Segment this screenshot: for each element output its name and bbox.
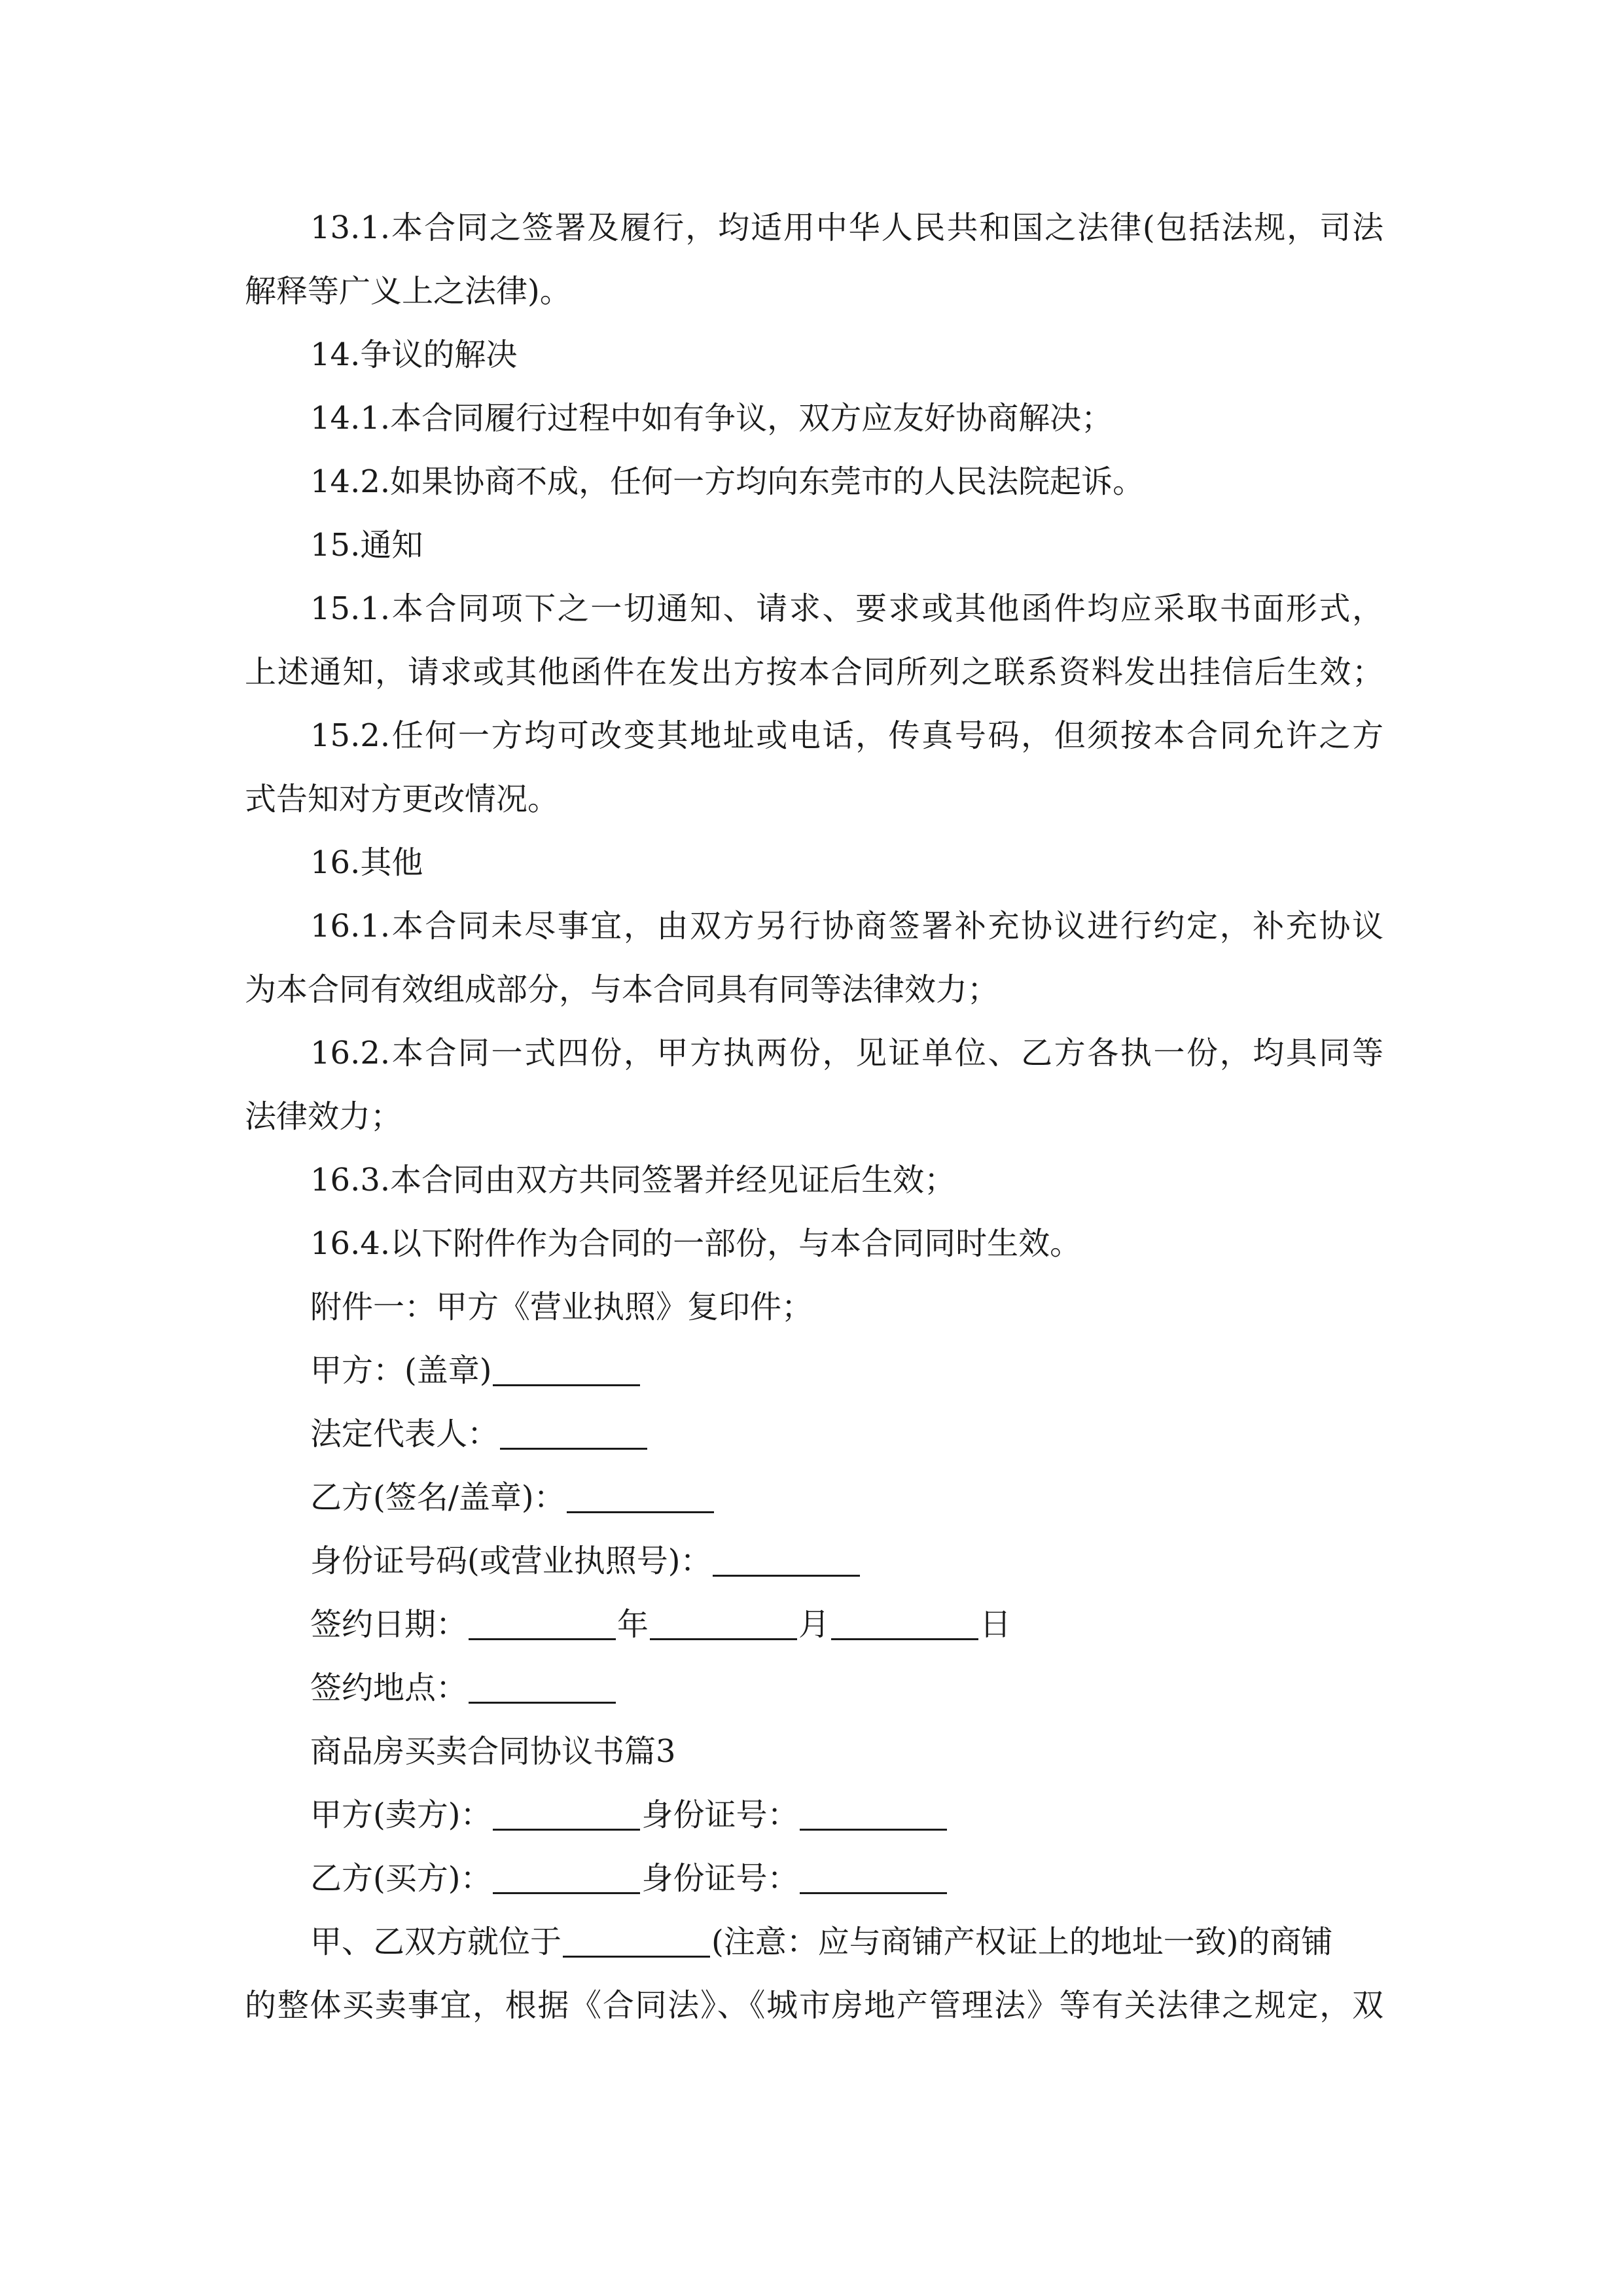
- clause-13-1-line2: 解释等广义上之法律)。: [245, 273, 571, 310]
- seller-blank[interactable]: [493, 1797, 640, 1831]
- month-blank[interactable]: [650, 1607, 797, 1640]
- section-15-heading: 15.通知: [310, 527, 423, 564]
- year-label: 年: [617, 1606, 649, 1643]
- section-16-heading: 16.其他: [310, 844, 423, 881]
- document-page: [245, 196, 1383, 2037]
- day-blank[interactable]: [831, 1607, 978, 1640]
- party-a-seal-row: [245, 1339, 1383, 1403]
- legal-rep-row: [245, 1403, 1383, 1466]
- sign-date-row: [245, 1593, 1383, 1657]
- clause-14-2: 14.2.如果协商不成，任何一方均向东莞市的人民法院起诉。: [310, 463, 1145, 500]
- id-number-row: [245, 1530, 1383, 1593]
- seller-row: [245, 1784, 1383, 1847]
- clause-16-3: 16.3.本合同由双方共同签署并经见证后生效；: [310, 1162, 956, 1198]
- party-b-sign-label: 乙方(签名/盖章)：: [310, 1479, 565, 1516]
- id-number-blank[interactable]: [713, 1543, 860, 1577]
- buyer-id-label: 身份证号：: [641, 1860, 799, 1897]
- clause-14-1: 14.1.本合同履行过程中如有争议，双方应友好协商解决；: [310, 400, 1113, 437]
- month-label: 月: [798, 1606, 830, 1643]
- clause-16-4: 16.4.以下附件作为合同的一部份，与本合同同时生效。: [310, 1225, 1082, 1262]
- buyer-id-blank[interactable]: [800, 1861, 947, 1894]
- id-number-label: 身份证号码(或营业执照号)：: [310, 1543, 712, 1579]
- clause-16-2-line2: 法律效力；: [245, 1098, 402, 1135]
- clause-16-2-line1: 16.2.本合同一式四份，甲方执两份，见证单位、乙方各执一份，均具同等: [310, 1035, 1383, 1071]
- seller-id-label: 身份证号：: [641, 1797, 799, 1833]
- clause-15-2-line1: 15.2.任何一方均可改变其地址或电话，传真号码，但须按本合同允许之方: [310, 717, 1383, 754]
- sign-date-label: 签约日期：: [310, 1606, 468, 1643]
- seller-id-blank[interactable]: [800, 1797, 947, 1831]
- final-line1-start: 甲、乙双方就位于: [310, 1924, 562, 1960]
- buyer-label: 乙方(买方)：: [310, 1860, 492, 1897]
- sign-place-row: [245, 1657, 1383, 1720]
- seller-label: 甲方(卖方)：: [310, 1797, 492, 1833]
- contract-3-heading: 商品房买卖合同协议书篇3: [310, 1733, 676, 1770]
- final-paragraph-line2: 的整体买卖事宜，根据《合同法》、《城市房地产管理法》等有关法律之规定，双: [245, 1987, 1383, 2024]
- legal-rep-label: 法定代表人：: [310, 1416, 499, 1452]
- day-label: 日: [980, 1606, 1012, 1643]
- legal-rep-blank[interactable]: [500, 1416, 647, 1450]
- clause-15-1-line2: 上述通知，请求或其他函件在发出方按本合同所列之联系资料发出挂信后生效；: [245, 654, 1383, 691]
- final-line1-end: (注意：应与商铺产权证上的地址一致)的商铺: [711, 1924, 1333, 1960]
- section-14-heading: 14.争议的解决: [310, 336, 518, 373]
- clause-16-1-line1: 16.1.本合同未尽事宜，由双方另行协商签署补充协议进行约定，补充协议: [310, 908, 1383, 944]
- buyer-blank[interactable]: [493, 1861, 640, 1894]
- party-a-seal-blank[interactable]: [493, 1353, 640, 1386]
- clause-15-1-line1: 15.1.本合同项下之一切通知、请求、要求或其他函件均应采取书面形式，: [310, 590, 1383, 627]
- year-blank[interactable]: [469, 1607, 616, 1640]
- party-b-sign-blank[interactable]: [567, 1480, 714, 1513]
- party-a-seal-label: 甲方：(盖章): [310, 1352, 492, 1389]
- clause-16-1-line2: 为本合同有效组成部分，与本合同具有同等法律效力；: [245, 971, 999, 1008]
- clause-15-2-line2: 式告知对方更改情况。: [245, 781, 560, 817]
- sign-place-label: 签约地点：: [310, 1670, 468, 1706]
- clause-13-1-line1: 13.1.本合同之签署及履行，均适用中华人民共和国之法律(包括法规，司法: [310, 209, 1383, 246]
- sign-place-blank[interactable]: [469, 1670, 616, 1704]
- buyer-row: [245, 1847, 1383, 1910]
- party-b-sign-row: [245, 1466, 1383, 1530]
- final-paragraph-line1: [245, 1910, 1383, 1974]
- attachment-1: 附件一：甲方《营业执照》复印件；: [310, 1289, 813, 1325]
- property-address-blank[interactable]: [563, 1924, 710, 1958]
